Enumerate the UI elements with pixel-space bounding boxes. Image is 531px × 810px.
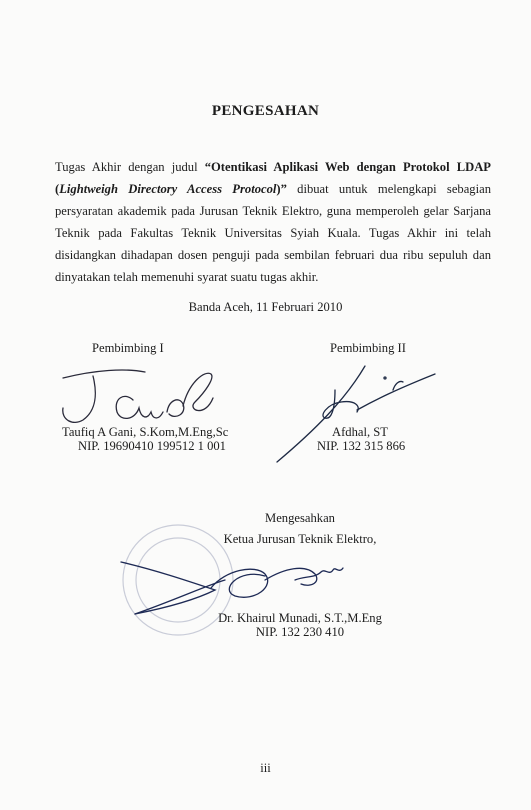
- advisor2-nip: NIP. 132 315 866: [317, 439, 406, 453]
- page-title: PENGESAHAN: [211, 103, 320, 119]
- paragraph-lead: Tugas Akhir dengan judul: [55, 160, 205, 174]
- thesis-title-italic: Lightweigh Directory Access Protocol: [59, 182, 277, 196]
- page-number: iii: [260, 761, 271, 775]
- advisor1-nip: NIP. 19690410 199512 1 001: [78, 439, 226, 453]
- place-date: Banda Aceh, 11 Februari 2010: [188, 300, 343, 314]
- advisor1-role: Pembimbing I: [92, 341, 164, 355]
- approval-heading: Mengesahkan: [265, 511, 335, 525]
- advisor1-name: Taufiq A Gani, S.Kom,M.Eng,Sc: [62, 425, 229, 439]
- advisor2-role: Pembimbing II: [330, 341, 406, 355]
- approval-name: Dr. Khairul Munadi, S.T.,M.Eng: [218, 611, 382, 625]
- paren-open: (: [55, 182, 60, 196]
- paragraph-rest: dibuat untuk melengkapi sebagian persyaratan akademik pada Jurusan Teknik Elektro, guna memperoleh gelar Sarjana Teknik pada Fakultas Teknik Universitas Syiah Kuala. Tugas Akhir ini telah disidangkan dihadapan dosen penguji pada sembilan februari dua ribu sepuluh dan dinyatakan telah memenuhi syarat suatu tugas akhir.: [55, 182, 491, 284]
- approval-nip: NIP. 132 230 410: [255, 625, 345, 639]
- approval-paragraph: [55, 156, 491, 288]
- paren-close: )”: [276, 182, 287, 196]
- advisor1-signature: [55, 362, 225, 432]
- advisor2-name: Afdhal, ST: [332, 425, 388, 439]
- approval-position: Ketua Jurusan Teknik Elektro,: [223, 532, 377, 546]
- thesis-title: “Otentikasi Aplikasi Web dengan Protokol LDAP: [204, 160, 491, 174]
